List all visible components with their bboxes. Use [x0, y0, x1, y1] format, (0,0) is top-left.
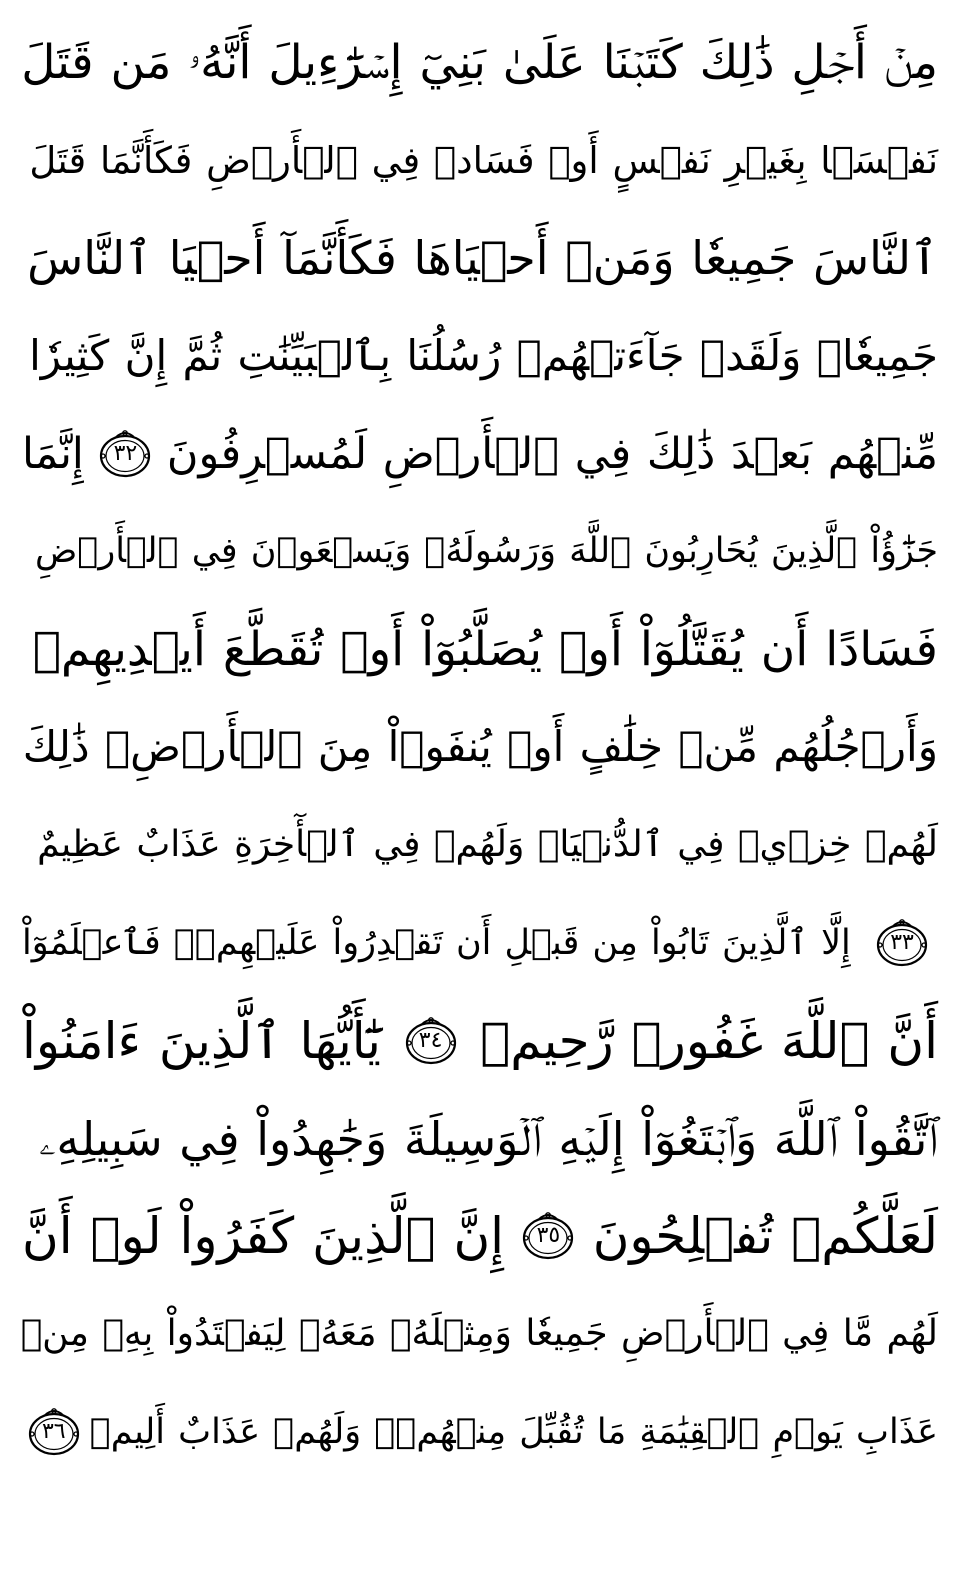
verse-text: لَعَلَّكُمۡ تُفۡلِحُونَ: [592, 1207, 938, 1266]
ayah-number: ٣٦: [41, 1419, 66, 1445]
verse-text: مِّنۡهُم بَعۡدَ ذَٰلِكَ فِي ٱلۡأَرۡضِ لَمُسۡرِفُونَ: [166, 428, 938, 479]
text-line: [22, 14, 938, 112]
text-line: [22, 1383, 938, 1481]
ayah-number: ٣٢: [113, 441, 138, 467]
text-line: [22, 307, 938, 405]
text-line: [22, 1285, 938, 1383]
text-line: [22, 210, 938, 308]
verse-text: وَأَرۡجُلُهُم مِّنۡ خِلَٰفٍ أَوۡ يُنفَوۡاْ مِنَ ٱلۡأَرۡضِۚ ذَٰلِكَ: [22, 722, 938, 772]
verse-text: عَذَابِ يَوۡمِ ٱلۡقِيَٰمَةِ مَا تُقُبِّلَ مِنۡهُمۡۖ وَلَهُمۡ عَذَابٌ أَلِيمٞ: [89, 1411, 938, 1452]
ayah-number-marker: [872, 916, 932, 970]
ayah-number-marker: [518, 1209, 578, 1263]
text-line: [22, 112, 938, 210]
verse-text: يَٰٓأَيُّهَا ٱلَّذِينَ ءَامَنُواْ: [22, 1011, 381, 1070]
text-line: [22, 796, 938, 894]
verse-text: نَفۡسَۢا بِغَيۡرِ نَفۡسٍ أَوۡ فَسَادٖ فِي ٱلۡأَرۡضِ فَكَأَنَّمَا قَتَلَ: [29, 139, 938, 183]
verse-text: إِنَّمَا: [22, 428, 84, 479]
verse-text: إِنَّ ٱلَّذِينَ كَفَرُواْ لَوۡ أَنَّ: [22, 1207, 505, 1266]
verse-text: لَهُم مَّا فِي ٱلۡأَرۡضِ جَمِيعٗا وَمِثۡلَهُۥ مَعَهُۥ لِيَفۡتَدُواْ بِهِۦ مِنۡ: [20, 1313, 938, 1355]
ayah-number: ٣٥: [536, 1223, 561, 1249]
verse-text: فَسَادًا أَن يُقَتَّلُوٓاْ أَوۡ يُصَلَّبُوٓاْ أَوۡ تُقَطَّعَ أَيۡدِيهِمۡ: [32, 622, 938, 678]
text-line: [22, 699, 938, 797]
verse-text: جَمِيعٗاۚ وَلَقَدۡ جَآءَتۡهُمۡ رُسُلُنَا بِٱلۡبَيِّنَٰتِ ثُمَّ إِنَّ كَثِيرٗا: [29, 331, 938, 381]
verse-text: مِنۡ أَجۡلِ ذَٰلِكَ كَتَبۡنَا عَلَىٰ بَنِيٓ إِسۡرَٰٓءِيلَ أَنَّهُۥ مَن قَتَلَ: [21, 35, 938, 91]
text-line: [22, 894, 938, 992]
verse-text: أَنَّ ٱللَّهَ غَفُورٞ رَّحِيمٞ: [480, 1011, 938, 1070]
text-line: [22, 601, 938, 699]
text-line: [22, 1090, 938, 1188]
ayah-number: ٣٤: [418, 1027, 443, 1053]
verse-text: جَزَٰٓؤُاْ ٱلَّذِينَ يُحَارِبُونَ ٱللَّهَ وَرَسُولَهُۥ وَيَسۡعَوۡنَ فِي ٱلۡأَرۡضِ: [35, 531, 938, 572]
ayah-number-marker: [95, 427, 155, 481]
verse-text: لَهُمۡ خِزۡيٞ فِي ٱلدُّنۡيَاۖ وَلَهُمۡ فِي ٱلۡأٓخِرَةِ عَذَابٌ عَظِيمٌ: [37, 824, 938, 866]
verse-text: ٱلنَّاسَ جَمِيعٗا وَمَنۡ أَحۡيَاهَا فَكَأَنَّمَآ أَحۡيَا ٱلنَّاسَ: [27, 231, 938, 286]
verse-text: إِلَّا ٱلَّذِينَ تَابُواْ مِن قَبۡلِ أَن تَقۡدِرُواْ عَلَيۡهِمۡۖ فَٱعۡلَمُوٓاْ: [22, 922, 851, 963]
text-line: [22, 992, 938, 1090]
text-line: [22, 1188, 938, 1286]
ayah-number: ٣٣: [890, 930, 914, 956]
text-line: [22, 405, 938, 503]
verse-text: ٱتَّقُواْ ٱللَّهَ وَٱبۡتَغُوٓاْ إِلَيۡهِ ٱلۡوَسِيلَةَ وَجَٰهِدُواْ فِي سَبِيلِهِۦ: [38, 1111, 938, 1166]
ayah-number-marker: [401, 1014, 461, 1068]
text-line: [22, 503, 938, 601]
ayah-number-marker: [24, 1405, 84, 1459]
